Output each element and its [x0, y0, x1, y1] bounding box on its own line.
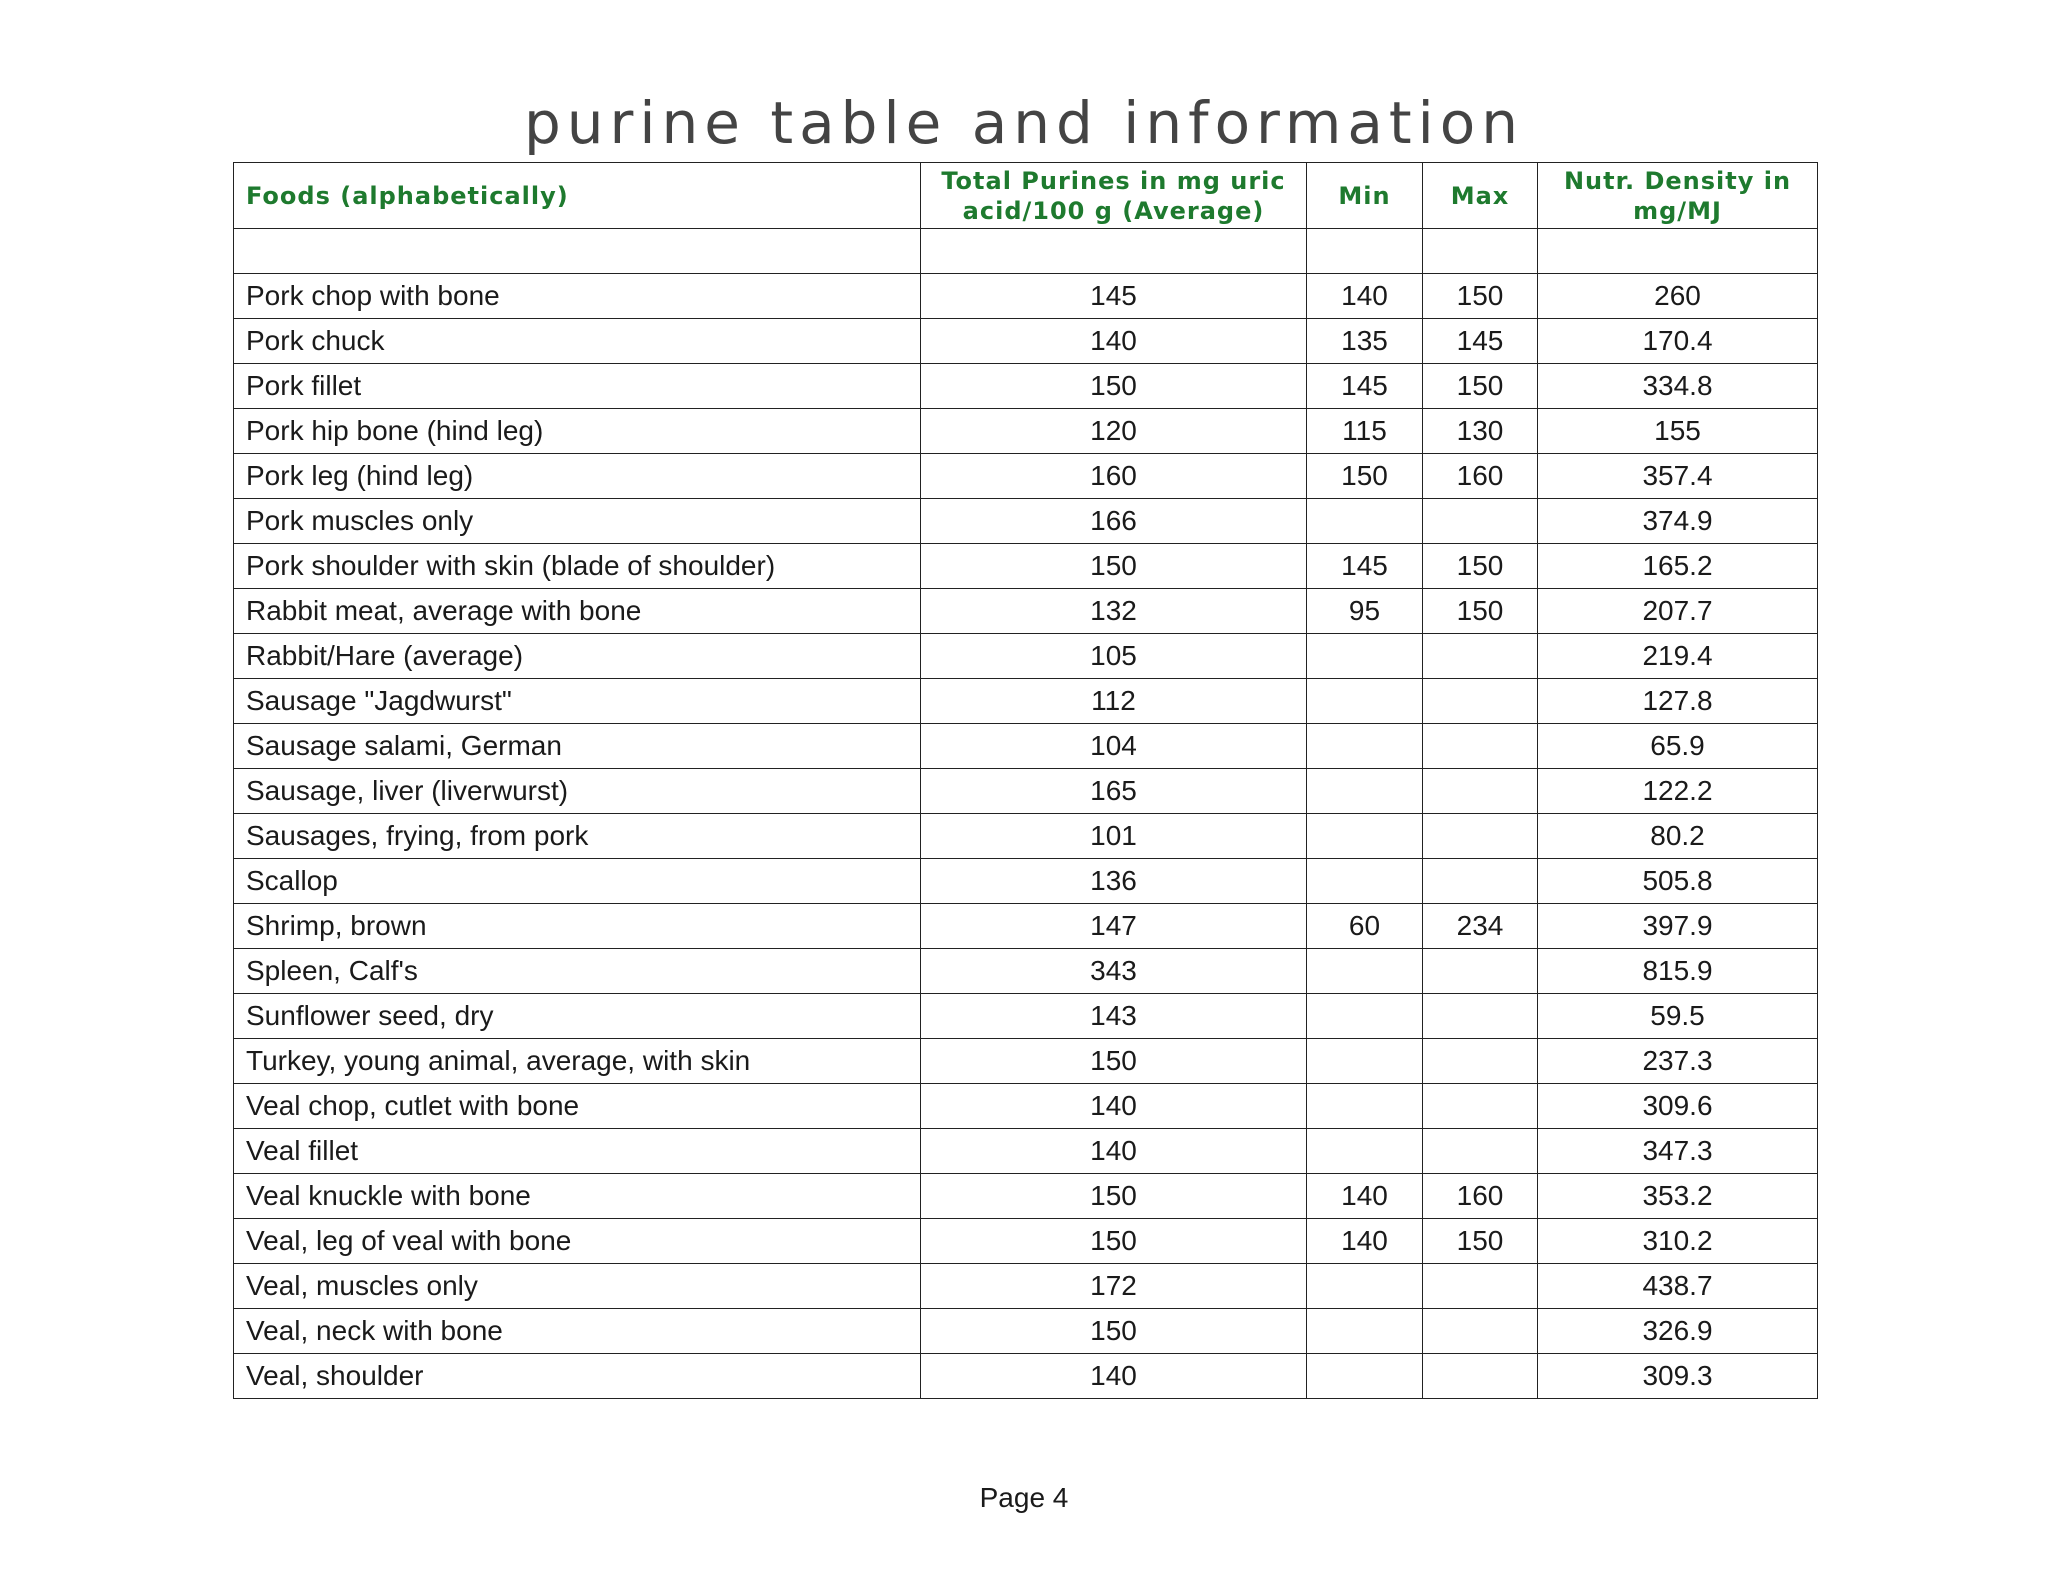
- header-nutr-density: Nutr. Density in mg/MJ: [1538, 163, 1818, 229]
- food-cell: Pork fillet: [234, 364, 921, 409]
- table-row: [234, 994, 1818, 1039]
- min-cell: [1307, 724, 1423, 769]
- page-title: purine table and information: [523, 89, 1525, 157]
- max-cell: 150: [1423, 274, 1538, 319]
- total-purines-cell: 132: [921, 589, 1307, 634]
- nutr-density-cell: 165.2: [1538, 544, 1818, 589]
- max-cell: [1423, 949, 1538, 994]
- min-cell: [1307, 1309, 1423, 1354]
- nutr-density-cell: 438.7: [1538, 1264, 1818, 1309]
- food-cell: Pork chuck: [234, 319, 921, 364]
- total-purines-cell: 160: [921, 454, 1307, 499]
- nutr-density-cell: 815.9: [1538, 949, 1818, 994]
- total-purines-cell: 140: [921, 1084, 1307, 1129]
- max-cell: 150: [1423, 1219, 1538, 1264]
- food-cell: Sausage, liver (liverwurst): [234, 769, 921, 814]
- nutr-density-cell: 326.9: [1538, 1309, 1818, 1354]
- total-purines-cell: 140: [921, 1354, 1307, 1399]
- food-cell: Sausage salami, German: [234, 724, 921, 769]
- food-cell: Pork hip bone (hind leg): [234, 409, 921, 454]
- header-foods: Foods (alphabetically): [234, 163, 921, 229]
- max-cell: 160: [1423, 1174, 1538, 1219]
- total-purines-cell: 343: [921, 949, 1307, 994]
- nutr-density-cell: 347.3: [1538, 1129, 1818, 1174]
- max-cell: 150: [1423, 544, 1538, 589]
- max-cell: 130: [1423, 409, 1538, 454]
- table-row: [234, 634, 1818, 679]
- table-row: [234, 1264, 1818, 1309]
- max-cell: [1423, 1129, 1538, 1174]
- nutr-density-cell: 505.8: [1538, 859, 1818, 904]
- min-cell: 60: [1307, 904, 1423, 949]
- food-cell: Veal fillet: [234, 1129, 921, 1174]
- total-purines-cell: 165: [921, 769, 1307, 814]
- min-cell: [1307, 769, 1423, 814]
- table-row: [234, 319, 1818, 364]
- max-cell: [1423, 769, 1538, 814]
- food-cell: Sunflower seed, dry: [234, 994, 921, 1039]
- max-cell: [1423, 814, 1538, 859]
- nutr-density-cell: 397.9: [1538, 904, 1818, 949]
- food-cell: Scallop: [234, 859, 921, 904]
- nutr-density-cell: 127.8: [1538, 679, 1818, 724]
- table-row: [234, 1219, 1818, 1264]
- total-purines-cell: 150: [921, 1309, 1307, 1354]
- max-cell: 145: [1423, 319, 1538, 364]
- min-cell: 145: [1307, 364, 1423, 409]
- nutr-density-cell: 237.3: [1538, 1039, 1818, 1084]
- min-cell: 135: [1307, 319, 1423, 364]
- header-max: Max: [1423, 163, 1538, 229]
- table-row: [234, 1309, 1818, 1354]
- min-cell: [1307, 1039, 1423, 1084]
- max-cell: [1423, 229, 1538, 274]
- food-cell: Pork shoulder with skin (blade of shoulder): [234, 544, 921, 589]
- table-row: [234, 1174, 1818, 1219]
- max-cell: [1423, 859, 1538, 904]
- min-cell: 140: [1307, 1174, 1423, 1219]
- min-cell: [1307, 994, 1423, 1039]
- max-cell: 150: [1423, 589, 1538, 634]
- table-row: [234, 364, 1818, 409]
- table-row: [234, 1129, 1818, 1174]
- min-cell: [1307, 859, 1423, 904]
- total-purines-cell: 150: [921, 1219, 1307, 1264]
- header-total-purines: Total Purines in mg uric acid/100 g (Average): [921, 163, 1307, 229]
- table-row: [234, 1084, 1818, 1129]
- nutr-density-cell: 170.4: [1538, 319, 1818, 364]
- table-row: [234, 544, 1818, 589]
- nutr-density-cell: 260: [1538, 274, 1818, 319]
- table-row: [234, 589, 1818, 634]
- nutr-density-cell: 219.4: [1538, 634, 1818, 679]
- header-min: Min: [1307, 163, 1423, 229]
- food-cell: Veal knuckle with bone: [234, 1174, 921, 1219]
- table-row: [234, 814, 1818, 859]
- food-cell: Veal, shoulder: [234, 1354, 921, 1399]
- purine-table: [233, 162, 1818, 1399]
- table-row: [234, 904, 1818, 949]
- nutr-density-cell: 353.2: [1538, 1174, 1818, 1219]
- table-body: [234, 229, 1818, 1399]
- total-purines-cell: 140: [921, 1129, 1307, 1174]
- max-cell: 234: [1423, 904, 1538, 949]
- total-purines-cell: 112: [921, 679, 1307, 724]
- food-cell: Turkey, young animal, average, with skin: [234, 1039, 921, 1084]
- food-cell: Spleen, Calf's: [234, 949, 921, 994]
- total-purines-cell: 172: [921, 1264, 1307, 1309]
- food-cell: Sausage "Jagdwurst": [234, 679, 921, 724]
- total-purines-cell: 104: [921, 724, 1307, 769]
- total-purines-cell: 105: [921, 634, 1307, 679]
- table-row: [234, 1039, 1818, 1084]
- min-cell: 140: [1307, 274, 1423, 319]
- min-cell: [1307, 1084, 1423, 1129]
- max-cell: [1423, 634, 1538, 679]
- table-row: [234, 949, 1818, 994]
- min-cell: [1307, 499, 1423, 544]
- food-cell: Pork leg (hind leg): [234, 454, 921, 499]
- nutr-density-cell: 65.9: [1538, 724, 1818, 769]
- table-row: [234, 499, 1818, 544]
- table-row: [234, 859, 1818, 904]
- nutr-density-cell: 155: [1538, 409, 1818, 454]
- table-row: [234, 1354, 1818, 1399]
- table-row: [234, 409, 1818, 454]
- food-cell: Rabbit meat, average with bone: [234, 589, 921, 634]
- nutr-density-cell: 80.2: [1538, 814, 1818, 859]
- total-purines-cell: 150: [921, 1039, 1307, 1084]
- food-cell: Shrimp, brown: [234, 904, 921, 949]
- nutr-density-cell: 334.8: [1538, 364, 1818, 409]
- min-cell: 145: [1307, 544, 1423, 589]
- total-purines-cell: 147: [921, 904, 1307, 949]
- food-cell: Veal, neck with bone: [234, 1309, 921, 1354]
- max-cell: [1423, 994, 1538, 1039]
- table-header-row: [234, 163, 1818, 229]
- food-cell: Rabbit/Hare (average): [234, 634, 921, 679]
- food-cell: [234, 229, 921, 274]
- food-cell: Pork muscles only: [234, 499, 921, 544]
- nutr-density-cell: 122.2: [1538, 769, 1818, 814]
- min-cell: 115: [1307, 409, 1423, 454]
- min-cell: [1307, 229, 1423, 274]
- nutr-density-cell: 357.4: [1538, 454, 1818, 499]
- min-cell: [1307, 634, 1423, 679]
- min-cell: [1307, 814, 1423, 859]
- nutr-density-cell: 310.2: [1538, 1219, 1818, 1264]
- max-cell: [1423, 1309, 1538, 1354]
- max-cell: [1423, 724, 1538, 769]
- max-cell: [1423, 1039, 1538, 1084]
- min-cell: [1307, 1264, 1423, 1309]
- table-row: [234, 724, 1818, 769]
- table-row: [234, 229, 1818, 274]
- total-purines-cell: 143: [921, 994, 1307, 1039]
- total-purines-cell: 150: [921, 544, 1307, 589]
- total-purines-cell: [921, 229, 1307, 274]
- nutr-density-cell: 309.6: [1538, 1084, 1818, 1129]
- min-cell: [1307, 1129, 1423, 1174]
- nutr-density-cell: 207.7: [1538, 589, 1818, 634]
- total-purines-cell: 136: [921, 859, 1307, 904]
- nutr-density-cell: 309.3: [1538, 1354, 1818, 1399]
- page-number: Page 4: [979, 1482, 1069, 1513]
- min-cell: [1307, 679, 1423, 724]
- max-cell: 150: [1423, 364, 1538, 409]
- nutr-density-cell: 59.5: [1538, 994, 1818, 1039]
- max-cell: 160: [1423, 454, 1538, 499]
- max-cell: [1423, 1084, 1538, 1129]
- max-cell: [1423, 1264, 1538, 1309]
- nutr-density-cell: [1538, 229, 1818, 274]
- min-cell: [1307, 949, 1423, 994]
- table-row: [234, 274, 1818, 319]
- min-cell: 150: [1307, 454, 1423, 499]
- table-row: [234, 769, 1818, 814]
- food-cell: Sausages, frying, from pork: [234, 814, 921, 859]
- table-row: [234, 679, 1818, 724]
- table-row: [234, 454, 1818, 499]
- food-cell: Veal, muscles only: [234, 1264, 921, 1309]
- total-purines-cell: 166: [921, 499, 1307, 544]
- total-purines-cell: 150: [921, 1174, 1307, 1219]
- total-purines-cell: 145: [921, 274, 1307, 319]
- min-cell: [1307, 1354, 1423, 1399]
- min-cell: 140: [1307, 1219, 1423, 1264]
- max-cell: [1423, 499, 1538, 544]
- min-cell: 95: [1307, 589, 1423, 634]
- total-purines-cell: 101: [921, 814, 1307, 859]
- total-purines-cell: 140: [921, 319, 1307, 364]
- total-purines-cell: 120: [921, 409, 1307, 454]
- max-cell: [1423, 679, 1538, 724]
- nutr-density-cell: 374.9: [1538, 499, 1818, 544]
- food-cell: Veal chop, cutlet with bone: [234, 1084, 921, 1129]
- food-cell: Veal, leg of veal with bone: [234, 1219, 921, 1264]
- food-cell: Pork chop with bone: [234, 274, 921, 319]
- total-purines-cell: 150: [921, 364, 1307, 409]
- max-cell: [1423, 1354, 1538, 1399]
